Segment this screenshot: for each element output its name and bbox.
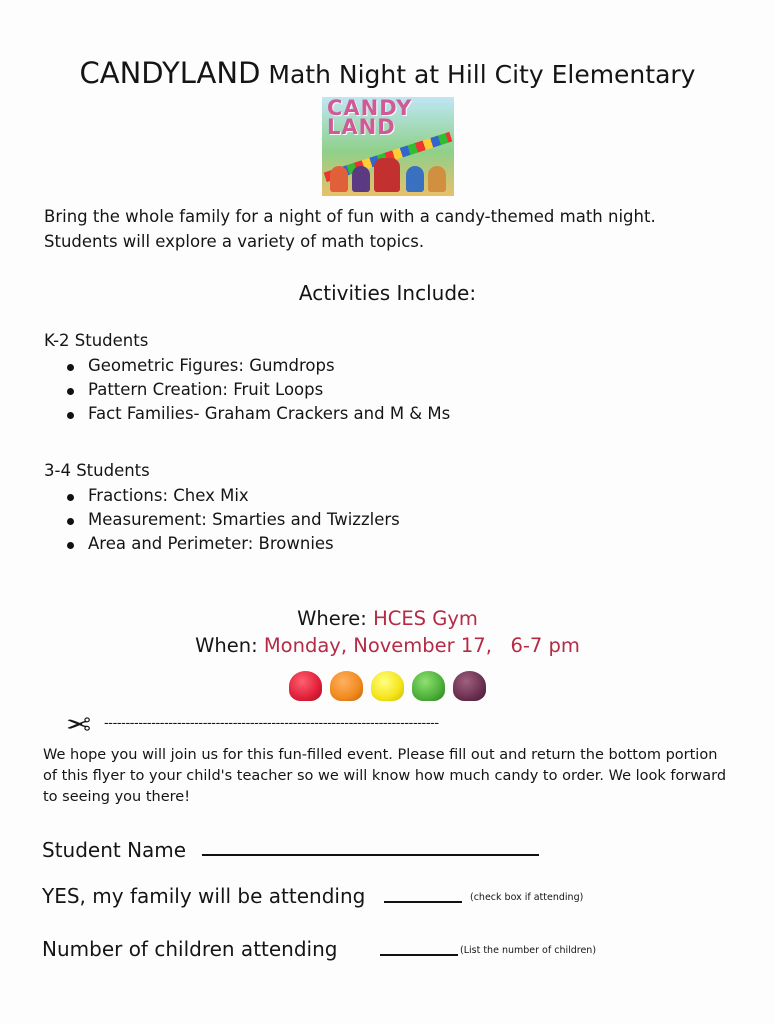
children-label: Number of children attending — [42, 937, 338, 961]
candyland-logo-image — [322, 97, 454, 196]
children-note: (List the number of children) — [460, 945, 597, 956]
gumdrop-yellow-icon — [371, 671, 404, 701]
logo-text: CANDY LAND — [327, 97, 413, 139]
bullet-icon — [67, 518, 74, 525]
title-brand: CANDYLAND — [79, 56, 261, 90]
list-item: Fractions: Chex Mix — [88, 486, 249, 505]
where-value: HCES Gym — [373, 607, 478, 630]
bullet-icon — [67, 494, 74, 501]
group-k2-label: K-2 Students — [44, 331, 149, 350]
bullet-icon — [67, 412, 74, 419]
bullet-icon — [67, 364, 74, 371]
children-count-field[interactable] — [380, 954, 458, 956]
bullet-icon — [67, 542, 74, 549]
list-item: Fact Families- Graham Crackers and M & Ms — [88, 404, 450, 423]
list-item: Area and Perimeter: Brownies — [88, 534, 334, 553]
gumdrop-red-icon — [289, 671, 322, 701]
where-line: Where: HCES Gym — [297, 607, 478, 630]
student-name-field[interactable] — [202, 854, 539, 856]
cut-line: ------------------------------------------------------------------------------ — [104, 716, 439, 731]
student-name-label: Student Name — [42, 838, 187, 862]
attending-note: (check box if attending) — [470, 892, 584, 903]
scissors-icon: ✂ — [66, 708, 92, 743]
title-rest: Math Night at Hill City Elementary — [260, 60, 696, 89]
bullet-icon — [67, 388, 74, 395]
attending-label: YES, my family will be attending — [42, 884, 366, 908]
activities-heading: Activities Include: — [298, 281, 477, 305]
group-34-label: 3-4 Students — [44, 461, 150, 480]
when-line: When: Monday, November 17, 6-7 pm — [195, 634, 580, 657]
flyer-title — [0, 56, 775, 90]
list-item: Geometric Figures: Gumdrops — [88, 356, 335, 375]
intro-line-2: Students will explore a variety of math topics. — [44, 232, 425, 251]
return-instructions: We hope you will join us for this fun-filled event. Please fill out and return the bottom portion of this flyer to your child's teacher so we will know how much candy to order. We look forward to seeing you there! — [43, 747, 727, 805]
list-item: Pattern Creation: Fruit Loops — [88, 380, 323, 399]
when-value: Monday, November 17, 6-7 pm — [263, 634, 580, 657]
attending-field[interactable] — [384, 901, 462, 903]
gumdrop-green-icon — [412, 671, 445, 701]
list-item: Measurement: Smarties and Twizzlers — [88, 510, 400, 529]
gumdrop-purple-icon — [453, 671, 486, 701]
intro-line-1: Bring the whole family for a night of fun with a candy-themed math night. — [44, 207, 656, 226]
gumdrop-orange-icon — [330, 671, 363, 701]
